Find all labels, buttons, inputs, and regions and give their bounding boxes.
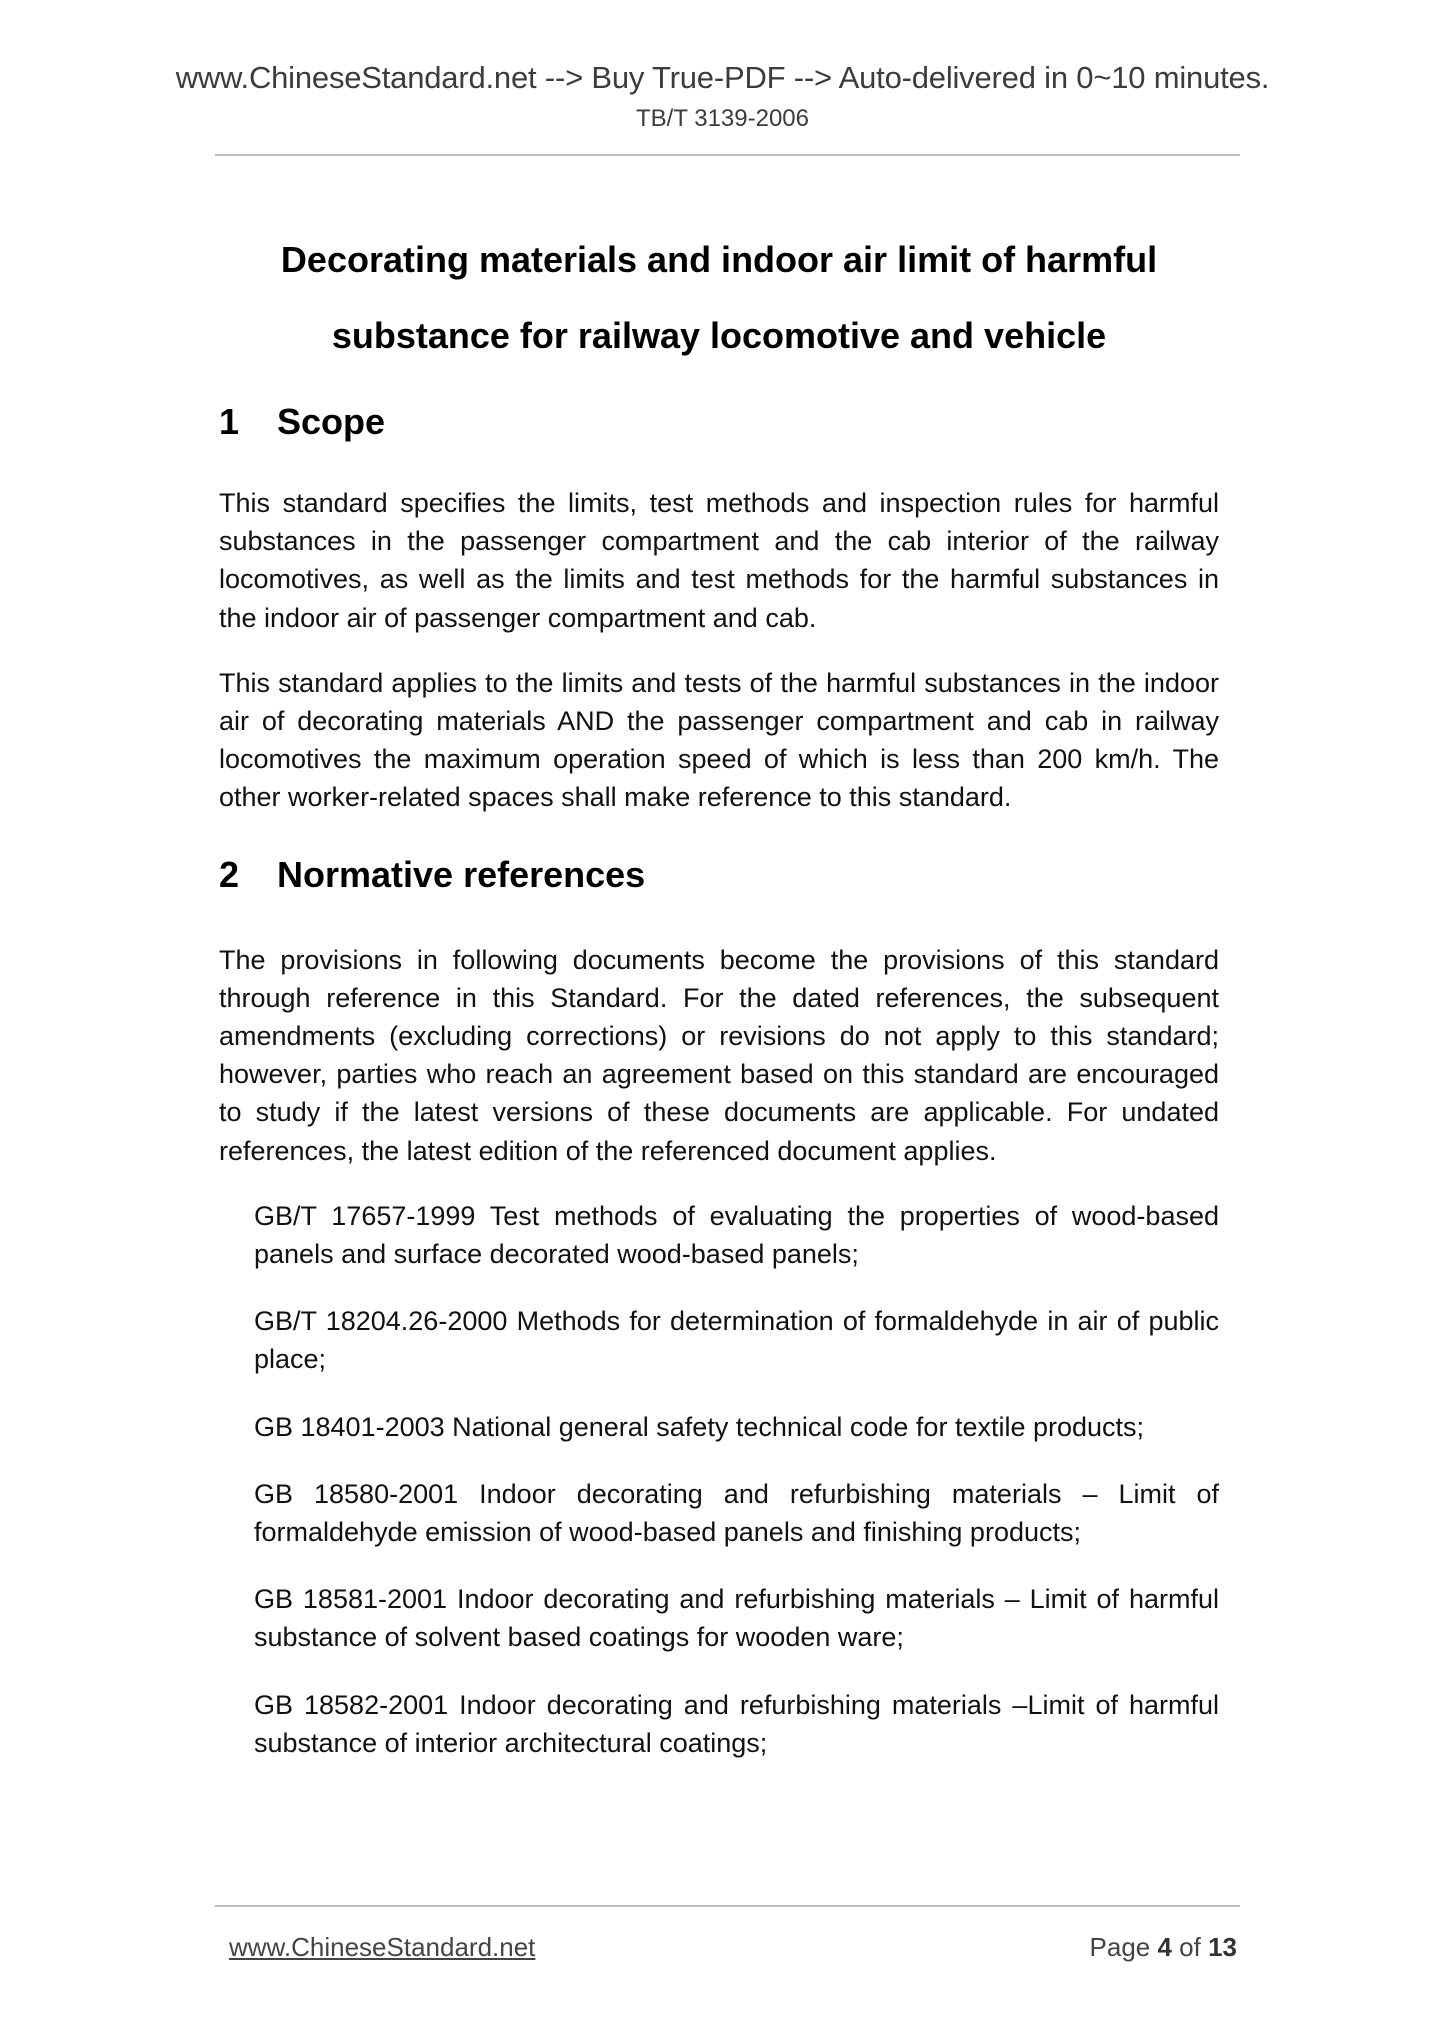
current-page-number: 4 <box>1157 1932 1172 1962</box>
scope-paragraph-1: This standard specifies the limits, test methods and inspection rules for harmful substances in the passenger compartment and the cab interior of the railway locomotives, as well as the limits and test methods for the harmful substances in the indoor air of passenger compartment and cab. <box>219 488 1219 633</box>
reference-item: GB 18580-2001 Indoor decorating and refurbishing materials – Limit of formaldehyde emission of wood-based panels and finishing products; <box>254 1478 1219 1548</box>
scope-paragraph-2: This standard applies to the limits and tests of the harmful substances in the indoor air of decorating materials AND the passenger compartment and cab in railway locomotives the maximum operation speed of which is less than 200 km/h. The other worker-related spaces shall make reference to this standard. <box>219 667 1219 813</box>
document-body <box>219 222 1219 1791</box>
reference-item: GB 18401-2003 National general safety technical code for textile products; <box>254 1411 1145 1442</box>
page-footer <box>229 1932 1237 1963</box>
document-title-line-1: Decorating materials and indoor air limit of harmful <box>280 239 1158 280</box>
reference-item: GB/T 18204.26-2000 Methods for determination of formaldehyde in air of public place; <box>254 1306 1219 1375</box>
section-title: Normative references <box>277 853 646 895</box>
page-of-label: of <box>1171 1932 1209 1962</box>
section-heading-scope <box>219 400 1219 444</box>
page-label: Page <box>1089 1932 1158 1962</box>
reference-item: GB/T 17657-1999 Test methods of evaluating the properties of wood-based panels and surface decorated wood-based panels; <box>254 1200 1219 1270</box>
footer-site-link[interactable]: www.ChineseStandard.net <box>229 1932 536 1962</box>
reference-item: GB 18581-2001 Indoor decorating and refurbishing materials – Limit of harmful substance of solvent based coatings for wooden ware; <box>254 1584 1219 1653</box>
section-heading-normative-references <box>219 853 1219 897</box>
document-title <box>219 222 1219 374</box>
document-title-line-2: substance for railway locomotive and vehicle <box>331 315 1107 356</box>
page-number-indicator <box>1090 1932 1237 1963</box>
total-pages-number: 13 <box>1208 1932 1237 1962</box>
section-number: 2 <box>219 853 240 895</box>
reference-list <box>219 1197 1219 1762</box>
header-standard-code: TB/T 3139-2006 <box>635 105 809 132</box>
references-intro-paragraph: The provisions in following documents become the provisions of this standard through reference in this Standard. For the dated references, the subsequent amendments (excluding corrections) or revisions do not apply to this standard; however, parties who reach an agreement based on this standard are encouraged to study if the latest versions of these documents are applicable. For undated references, the latest edition of the referenced document applies. <box>219 944 1219 1166</box>
reference-item: GB 18582-2001 Indoor decorating and refurbishing materials –Limit of harmful substance of interior architectural coatings; <box>254 1689 1219 1758</box>
section-title: Scope <box>277 401 386 442</box>
page-header <box>0 56 1445 136</box>
section-number: 1 <box>219 401 240 442</box>
header-promo-text: www.ChineseStandard.net --> Buy True-PDF --> Auto-delivered in 0~10 minutes. <box>175 60 1270 95</box>
footer-divider <box>215 1905 1240 1907</box>
header-divider <box>215 154 1240 156</box>
